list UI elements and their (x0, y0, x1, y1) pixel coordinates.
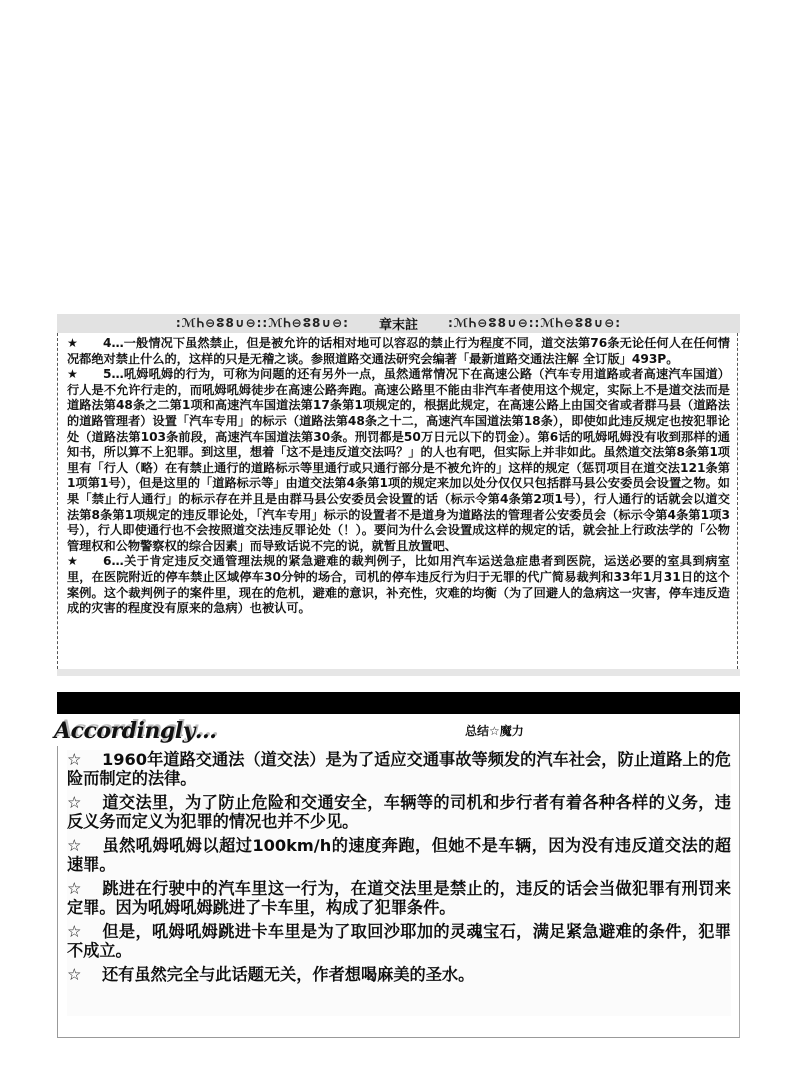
summary-left-border (57, 746, 58, 1037)
note-number: 4… (103, 336, 124, 350)
ornament-right: :ℳᏂ⊖ⵓ8∪⊖::ℳᏂ⊖ⵓ8∪⊖: (448, 316, 622, 330)
note-text: 一般情况下虽然禁止，但是被允许的话相对地可以容忍的禁止行为程度不同，道交法第76条无论任何人在任何情况都绝对禁止什么的，这样的只是无稽之谈。参照道路交通法研究会编著「最新道路交通法注解 全订版」493P。 (67, 336, 730, 366)
summary-body (67, 750, 731, 1016)
summary-item-text: 道交法里，为了防止危险和交通安全，车辆等的司机和步行者有着各种各样的义务，违反义务而定义为犯罪的情况也并不少见。 (67, 793, 731, 831)
note-number: 6… (103, 554, 124, 569)
summary-item (67, 879, 731, 917)
white-star-icon: ☆ (67, 750, 82, 769)
white-star-icon: ☆ (67, 922, 82, 941)
summary-item (67, 750, 731, 788)
notes-header (57, 314, 740, 333)
summary-item-text: 虽然吼姆吼姆以超过100km/h的速度奔跑，但她不是车辆，因为没有违反道交法的超速罪。 (67, 836, 731, 874)
summary-item-text: 还有虽然完全与此话题无关，作者想喝麻美的圣水。 (102, 965, 475, 984)
note-item (67, 336, 737, 367)
summary-heading: Accordingly… (54, 718, 217, 744)
white-star-icon: ☆ (67, 965, 82, 984)
note-text: 吼姆吼姆的行为，可称为问题的还有另外一点，虽然通常情况下在高速公路（汽车专用道路或者高速汽车国道）行人是不允许行走的，而吼姆吼姆徒步在高速公路奔跑。高速公路里不能由非汽车者使用这个规定，实际上不是道交法而是道路法第48条之二第1项和高速汽车国道法第17条第1项规定的，根据此规定，在高速公路上由国交省或者群马县（道路法的道路管理者）设置「汽车专用」的标示（道路法第48条之十二，高速汽车国道法第18条），即使如此违反规定也按犯罪论处（道路法第103条前段，高速汽车国道法第30条。刑罚都是50万日元以下的罚金）。第6话的吼姆吼姆没有收到那样的通知书，所以算不上犯罪。到这里，想着「这不是违反道交法吗？」的人也有吧，但实际上并非如此。虽然道交法第8条第1项里有「行人（略）在有禁止通行的道路标示等里通行或只通行部分是不被允许的」这样的规定（惩罚项目在道交法121条第1项第1号），但是这里的「道路标示等」由道交法第4条第1项的规定来加以处分仅仅只包括群马县公安委员会设置之物。如果「禁止行人通行」的标示存在并且是由群马县公安委员会设置的话（标示令第4条第2项1号），行人通行的话就会以道交法第8条第1项规定的违反罪论处，「汽车专用」标示的设置者不是道身为道路法的管理者公安委员会（标示令第4条第1项3号），行人即使通行也不会按照道交法违反罪论处（！）。要问为什么会设置成这样的规定的话，就会扯上行政法学的「公物管理权和公物警察权的综合因素」而导致话说不完的说，就暂且放置吧、 (67, 367, 730, 553)
summary-item-text: 1960年道路交通法（道交法）是为了适应交通事故等频发的汽车社会，防止道路上的危险而制定的法律。 (67, 750, 731, 788)
summary-item (67, 965, 731, 984)
summary-item (67, 793, 731, 831)
summary-item (67, 922, 731, 960)
chapter-notes-section (57, 314, 740, 676)
black-star-icon: ★ (67, 367, 78, 382)
summary-item (67, 836, 731, 874)
white-star-icon: ☆ (67, 879, 82, 898)
summary-item-text: 但是，吼姆吼姆跳进卡车里是为了取回沙耶加的灵魂宝石，满足紧急避难的条件，犯罪不成立。 (67, 922, 731, 960)
summary-section (54, 714, 740, 1038)
note-item (67, 367, 737, 554)
note-number: 5… (103, 367, 124, 382)
black-star-icon: ★ (67, 336, 78, 350)
ornament-left: :ℳᏂ⊖ⵓ8∪⊖::ℳᏂ⊖ⵓ8∪⊖: (175, 316, 349, 330)
black-star-icon: ★ (67, 554, 78, 569)
black-divider-bar (57, 692, 740, 714)
notes-footer-band (57, 669, 740, 676)
notes-title: 章末註 (378, 318, 418, 333)
white-star-icon: ☆ (67, 793, 82, 812)
summary-item-text: 跳进在行驶中的汽车里这一行为，在道交法里是禁止的，违反的话会当做犯罪有刑罚来定罪。因为吼姆吼姆跳进了卡车里，构成了犯罪条件。 (67, 879, 731, 917)
notes-body (57, 333, 738, 669)
note-text: 关于肯定违反交通管理法规的紧急避难的裁判例子，比如用汽车运送急症患者到医院，运送必要的室具到病室里，在医院附近的停车禁止区域停车30分钟的场合，司机的停车违反行为归于无罪的代广简易裁判和33年1月31日的这个案例。这个裁判例子的案件里，现在的危机，避难的意识，补充性，灾难的均衡（为了回避人的急病这一灾害，停车违反造成的灾害的程度没有原来的急病）也被认可。 (67, 554, 730, 616)
summary-title: 总结☆魔力 (465, 724, 524, 738)
note-item (67, 554, 737, 616)
white-star-icon: ☆ (67, 836, 82, 855)
